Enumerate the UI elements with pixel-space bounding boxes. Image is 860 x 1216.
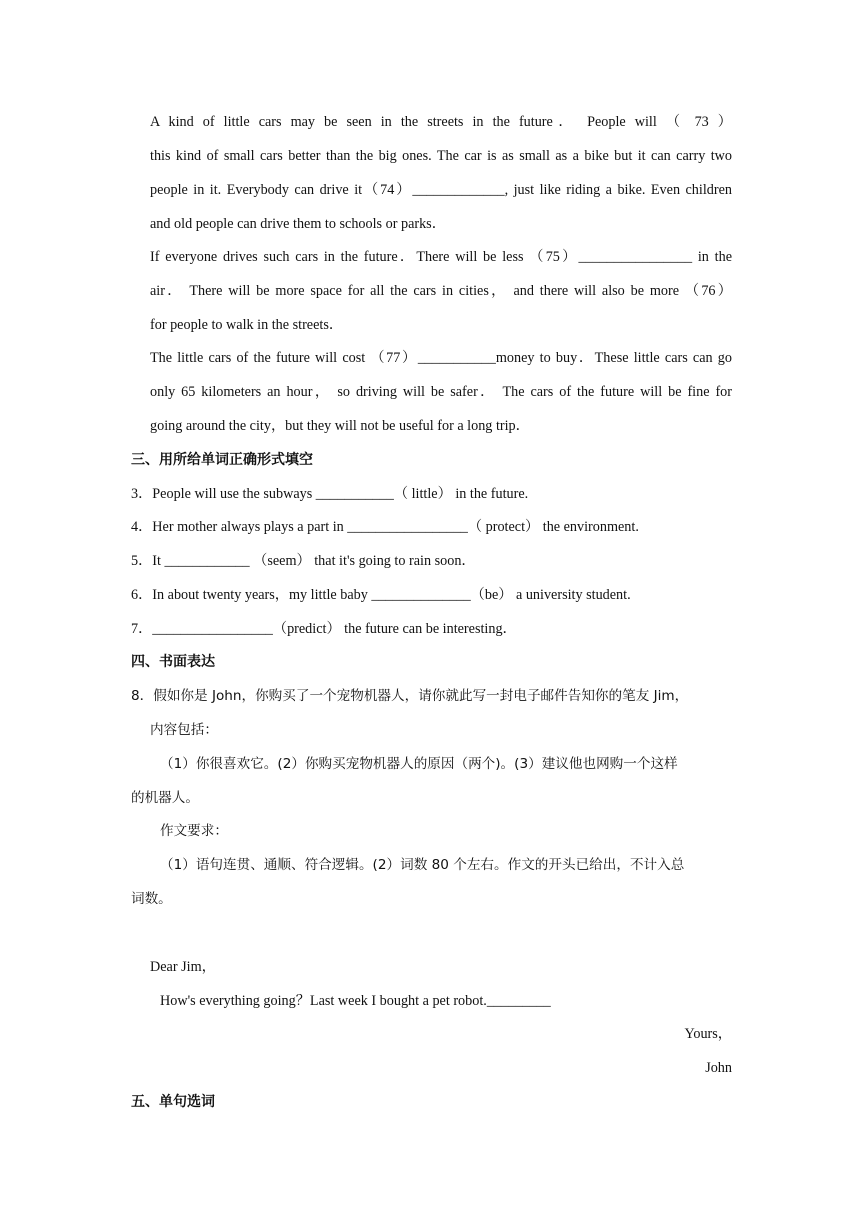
passage-line-5: If everyone drives such cars in the future．There will be less （75）________________ in the	[150, 249, 732, 265]
section5-title: 五、单句选词	[131, 1094, 215, 1110]
question-3: 3．People will use the subways ___________（ little） in the future.	[131, 486, 529, 502]
passage-line-7: for people to walk in the streets．	[150, 317, 344, 333]
letter-signature: John	[705, 1060, 732, 1076]
section4-title: 四、书面表达	[131, 654, 215, 670]
question-7: 7．_________________（predict） the future can be interesting．	[131, 621, 517, 637]
question-6: 6．In about twenty years，my little baby ______________（be） a university student.	[131, 587, 631, 603]
writing-requirement-line-2: 词数。	[131, 891, 172, 907]
writing-requirement-title: 作文要求：	[160, 823, 228, 839]
letter-greeting: Dear Jim，	[150, 959, 216, 975]
passage-line-8: The little cars of the future will cost （77）___________money to buy．These little cars can go	[150, 350, 732, 366]
writing-requirement-line-1: （1）语句连贯、通顺、符合逻辑。(2）词数 80 个左右。作文的开头已给出，不计入总	[160, 857, 685, 873]
passage-line-6: air． There will be more space for all the cars in cities， and there will also be more （76）	[150, 283, 732, 299]
letter-closing: Yours，	[684, 1026, 732, 1042]
question-8-line-2: 内容包括：	[150, 722, 218, 738]
content-requirement-line-2: 的机器人。	[131, 790, 199, 806]
question-5: 5．It ____________ （seem） that it's going to rain soon．	[131, 553, 476, 569]
passage-line-10: going around the city，but they will not be useful for a long trip．	[150, 418, 530, 434]
question-8-line-1: 8．假如你是 John，你购买了一个宠物机器人，请你就此写一封电子邮件告知你的笔友 Jim，	[131, 688, 689, 704]
content-requirement-line-1: （1）你很喜欢它。(2）你购买宠物机器人的原因（两个)。(3）建议他也网购一个这样	[160, 756, 678, 772]
section3-title: 三、用所给单词正确形式填空	[131, 452, 313, 468]
passage-line-9: only 65 kilometers an hour， so driving will be safer． The cars of the future will be fine for	[150, 384, 732, 400]
question-4: 4．Her mother always plays a part in _________________（ protect） the environment.	[131, 519, 639, 535]
passage-line-2: this kind of small cars better than the big ones. The car is as small as a bike but it can carry two	[150, 148, 732, 164]
passage-line-3: people in it. Everybody can drive it（74）_____________, just like riding a bike. Even children	[150, 182, 732, 198]
letter-opening: How's everything going？Last week I bought a pet robot._________	[160, 993, 551, 1009]
passage-line-1: A kind of little cars may be seen in the streets in the future． People will （ 73 ）	[150, 114, 732, 130]
passage-line-4: and old people can drive them to schools or parks．	[150, 216, 446, 232]
